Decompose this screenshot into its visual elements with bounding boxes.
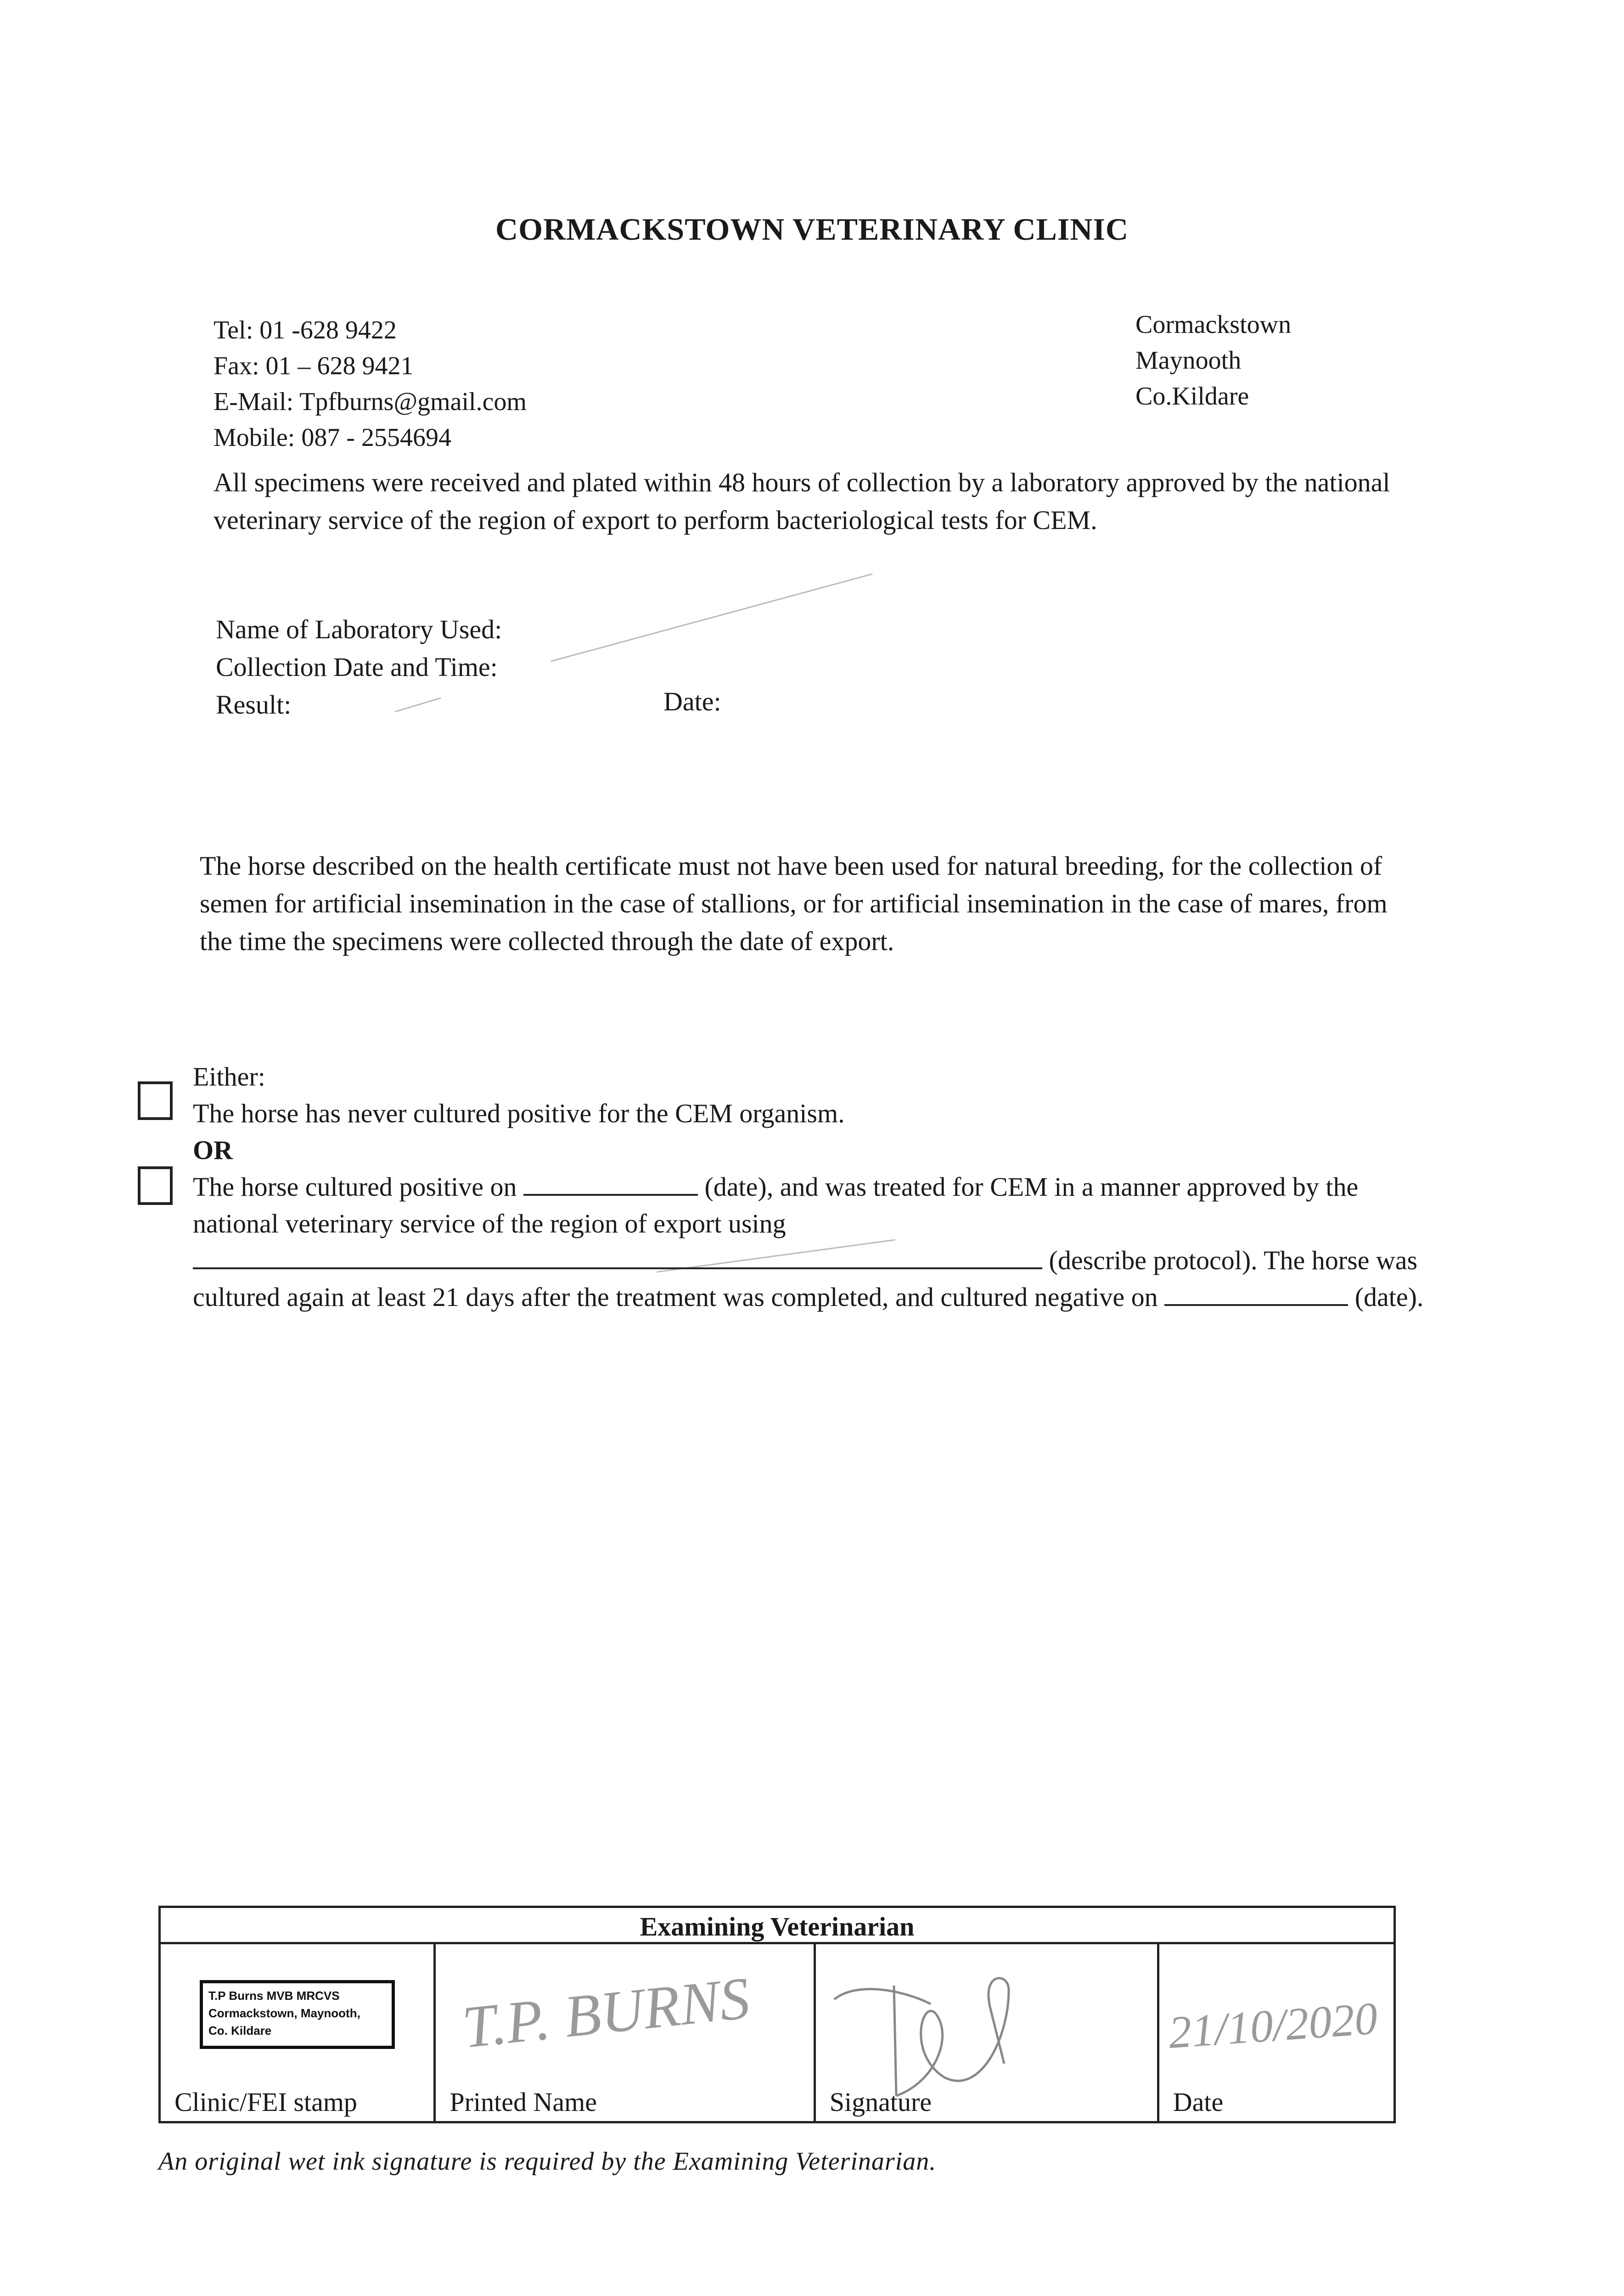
clinic-stamp <box>200 1980 395 2049</box>
handwritten-name <box>436 1944 817 2082</box>
breeding-paragraph: The horse described on the health certificate must not have been used for natural breeding, for the collection of semen for artificial insemination in the case of stallions, or for artificial insemination in the case of mares, from the time the specimens were collected through the date of export. <box>200 851 1388 956</box>
option1-text: The horse has never cultured positive for the CEM organism. <box>193 1098 845 1128</box>
option2-part2: (date), and was treated for CEM in a manner approved by the national veterinary service of the region of export using <box>193 1172 1359 1238</box>
result-label: Result: <box>216 690 292 720</box>
laboratory-label: Name of Laboratory Used: <box>216 614 502 644</box>
address-line: Cormackstown <box>1135 310 1292 339</box>
option2-checkbox[interactable] <box>138 1166 173 1205</box>
printed-name-label: Printed Name <box>450 2087 597 2117</box>
option2-part3: (describe protocol). The horse was cultured again at least 21 days after the treatment was completed, and cultured negative on <box>193 1245 1418 1312</box>
mobile-number: Mobile: 087 - 2554694 <box>214 423 451 452</box>
cem-options <box>193 1058 1433 1316</box>
clinic-title: CORMACKSTOWN VETERINARY CLINIC <box>495 212 1129 247</box>
stamp-line: Co. Kildare <box>208 2024 272 2037</box>
either-label: Either: <box>193 1062 265 1092</box>
footer-note: An original wet ink signature is required by the Examining Veterinarian. <box>158 2147 937 2176</box>
or-label: OR <box>193 1135 233 1165</box>
stamp-line: Cormackstown, Maynooth, <box>208 2006 360 2020</box>
option2-part4: (date). <box>1354 1282 1424 1312</box>
date-label: Date <box>1173 2087 1224 2117</box>
address-line: Maynooth <box>1135 346 1242 375</box>
protocol-blank[interactable] <box>193 1244 1042 1269</box>
examining-veterinarian-table <box>158 1906 1396 2123</box>
stamp-cell <box>160 1943 435 2122</box>
email-address: E-Mail: Tpfburns@gmail.com <box>214 388 527 416</box>
option1-checkbox[interactable] <box>138 1081 173 1120</box>
stamp-line: T.P Burns MVB MRCVS <box>208 1989 340 2003</box>
positive-date-blank[interactable] <box>523 1170 698 1196</box>
address-line: Co.Kildare <box>1135 382 1249 411</box>
smudge-line <box>395 698 441 712</box>
fax-number: Fax: 01 – 628 9421 <box>214 352 414 380</box>
specimens-paragraph: All specimens were received and plated within 48 hours of collection by a laboratory approved by the national veterinary service of the region of export to perform bacteriological tests for CEM. <box>214 467 1390 535</box>
option2-part1: The horse cultured positive on <box>193 1172 517 1202</box>
handwritten-date-text: 21/10/2020 <box>1167 1992 1379 2058</box>
collection-label: Collection Date and Time: <box>216 652 498 682</box>
signature-cell[interactable] <box>815 1943 1158 2122</box>
date-cell[interactable] <box>1158 1943 1394 2122</box>
option2-text <box>193 1169 1433 1316</box>
phone-number: Tel: 01 -628 9422 <box>214 316 397 344</box>
handwritten-date <box>1159 1944 1396 2082</box>
negative-date-blank[interactable] <box>1164 1280 1348 1306</box>
handwritten-name-text: T.P. BURNS <box>459 1965 753 2061</box>
smudge-line <box>551 574 872 661</box>
signature-label: Signature <box>829 2087 932 2117</box>
stamp-label: Clinic/FEI stamp <box>174 2087 357 2117</box>
printed-name-cell[interactable] <box>435 1943 815 2122</box>
table-heading: Examining Veterinarian <box>160 1907 1395 1943</box>
result-date-label: Date: <box>663 687 721 716</box>
